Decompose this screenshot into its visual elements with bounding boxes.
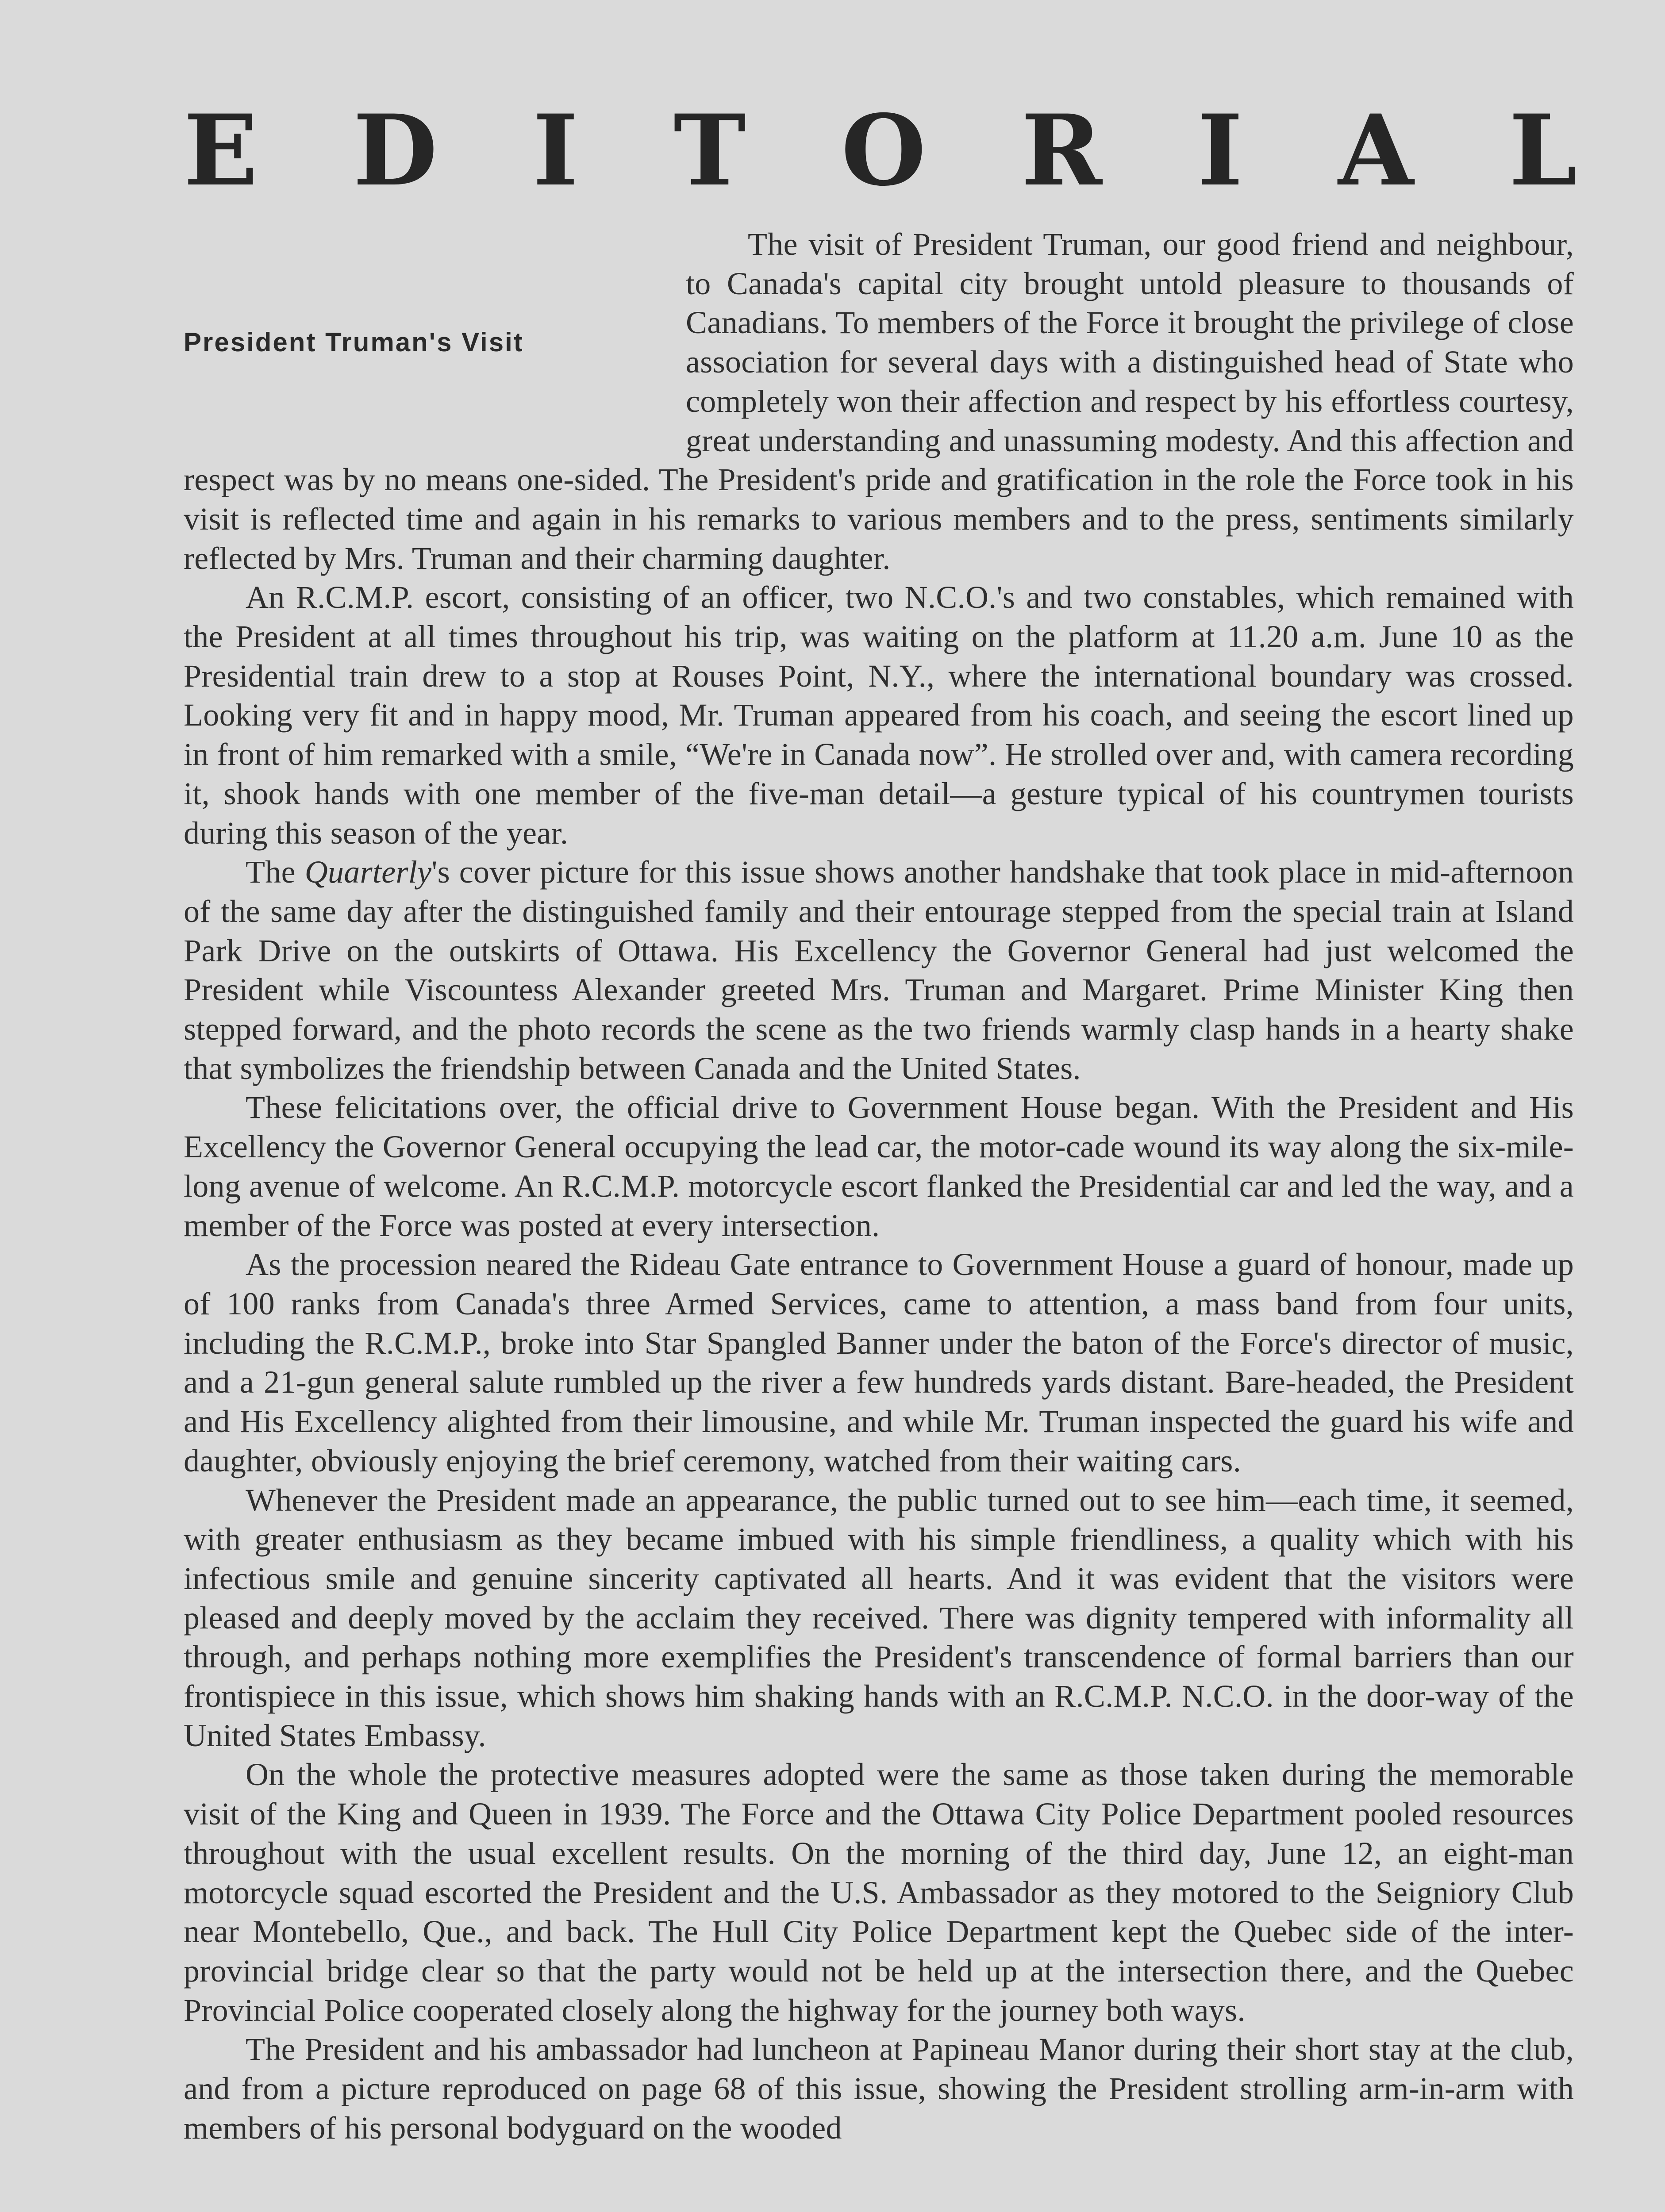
paragraph-3-lead: The (246, 854, 305, 890)
magazine-name: Quarterly (304, 854, 432, 890)
paragraph-2: An R.C.M.P. escort, consisting of an officer, two N.C.O.'s and two constables, which remained with the President at all times throughout his trip, was waiting on the platform at 11.20 a.m. June 10 as the Presidential train drew to a stop at Rouses Point, N.Y., where the international boundary was crossed. Looking very fit and in happy mood, Mr. Truman appeared from his coach, and seeing the escort lined up in front of him remarked with a smile, “We're in Canada now”. He strolled over and, with camera recording it, shook hands with one member of the five-man detail—a gesture typical of his countrymen tourists during this season of the year. (184, 580, 1574, 851)
title-letter: I (532, 93, 578, 207)
section-sidehead: President Truman's Visit (184, 327, 524, 357)
article-body (184, 225, 1574, 2147)
title-letter: O (841, 93, 926, 207)
page-title (184, 93, 1577, 207)
paragraph-3-text: 's cover picture for this issue shows another handshake that took place in mid-afternoon of the same day after the distinguished family and their entourage stepped from the special train at Island Park Drive on the outskirts of Ottawa. His Excellency the Governor General had just welcomed the President while Viscountess Alexander greeted Mrs. Truman and Margaret. Prime Minister King then stepped forward, and the photo records the scene as the two friends warmly clasp hands in a hearty shake that symbolizes the friendship between Canada and the United States. (184, 854, 1574, 1086)
paragraph-6: Whenever the President made an appearance, the public turned out to see him—each time, it seemed, with greater enthusiasm as they became imbued with his simple friendliness, a quality which with his infectious smile and genuine sincerity captivated all hearts. And it was evident that the visitors were pleased and deeply moved by the acclaim they received. There was dignity tempered with informality all through, and perhaps nothing more exemplifies the President's transcendence of formal barriers than our frontispiece in this issue, which shows him shaking hands with an R.C.M.P. N.C.O. in the door-way of the United States Embassy. (184, 1482, 1574, 1753)
title-letter: A (1338, 93, 1414, 207)
paragraph-8: The President and his ambassador had luncheon at Papineau Manor during their short stay at the club, and from a picture reproduced on page 68 of this issue, showing the President strolling arm-in-arm with members of his personal bodyguard on the wooded (184, 2032, 1574, 2146)
paragraph-5: As the procession neared the Rideau Gate entrance to Government House a guard of honour, made up of 100 ranks from Canada's three Armed Services, came to attention, a mass band from four units, including the R.C.M.P., broke into Star Spangled Banner under the baton of the Force's director of music, and a 21-gun general salute rumbled up the river a few hundreds yards distant. Bare-headed, the President and His Excellency alighted from their limousine, and while Mr. Truman inspected the guard his wife and daughter, obviously enjoying the brief ceremony, watched from their waiting cars. (184, 1247, 1574, 1479)
title-letter: R (1021, 93, 1102, 207)
paragraph-7: On the whole the protective measures adopted were the same as those taken during the memorable visit of the King and Queen in 1939. The Force and the Ottawa City Police Department pooled resources throughout with the usual excellent results. On the morning of the third day, June 12, an eight-man motorcycle squad escorted the President and the U.S. Ambassador as they motored to the Seigniory Club near Montebello, Que., and back. The Hull City Police Department kept the Quebec side of the inter-provincial bridge clear so that the party would not be held up at the intersection there, and the Quebec Provincial Police cooperated closely along the highway for the journey both ways. (184, 1757, 1574, 2028)
title-letter: T (673, 93, 746, 207)
title-letter: D (353, 93, 438, 207)
paragraph-4: These felicitations over, the official drive to Government House began. With the President and His Excellency the Governor General occupying the lead car, the motor-cade wound its way along the six-mile-long avenue of welcome. An R.C.M.P. motorcycle escort flanked the Presidential car and led the way, and a member of the Force was posted at every intersection. (184, 1090, 1574, 1243)
title-letter: I (1197, 93, 1243, 207)
paragraph-1: The visit of President Truman, our good friend and neighbour, to Canada's capital city brought untold pleasure to thousands of Canadians. To members of the Force it brought the privilege of close association for several days with a distinguished head of State who completely won their affection and respect by his effortless courtesy, great understanding and unassuming modesty. And this affection and respect was by no means one-sided. The President's pride and gratification in the role the Force took in his visit is reflected time and again in his remarks to various members and to the press, sentiments similarly reflected by Mrs. Truman and their charming daughter. (184, 227, 1574, 576)
paragraph-3 (184, 853, 1574, 1088)
title-letter: E (184, 93, 258, 207)
title-letter: L (1509, 93, 1577, 207)
